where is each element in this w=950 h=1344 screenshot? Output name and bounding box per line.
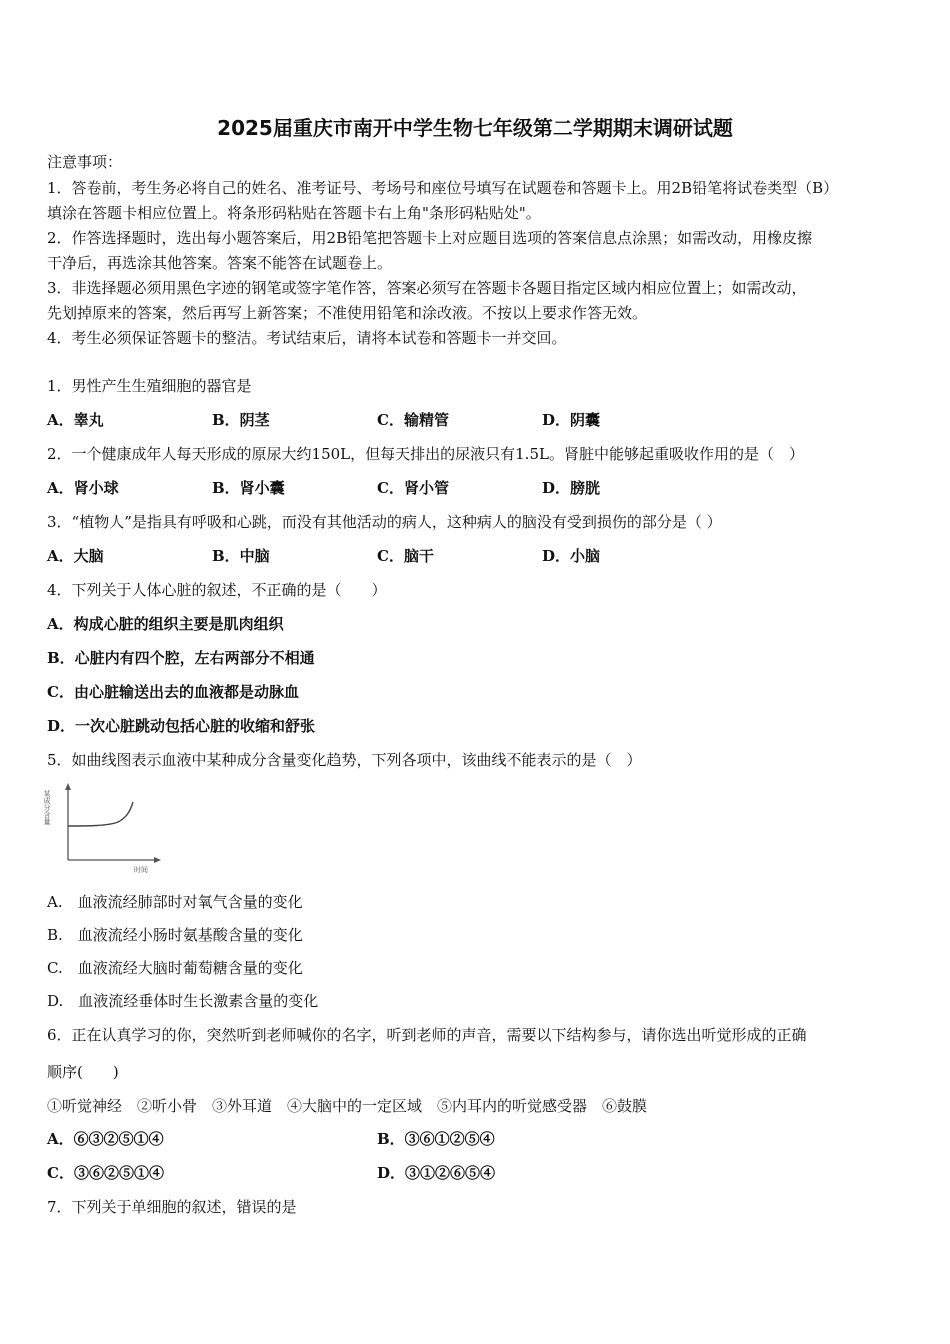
q2-option-b: B．肾小囊 (212, 479, 285, 497)
page-title: 2025届重庆市南开中学生物七年级第二学期期末调研试题 (217, 116, 733, 140)
q5-option-b: B. 血液流经小肠时氨基酸含量的变化 (47, 926, 303, 944)
question-6-items: ①听觉神经 ②听小骨 ③外耳道 ④大脑中的一定区域 ⑤内耳内的听觉感受器 ⑥鼓膜 (47, 1097, 648, 1115)
notice-line: 先划掉原来的答案，然后再写上新答案；不准使用铅笔和涂改液。不按以上要求作答无效。 (47, 304, 648, 322)
q6-option-d: D．③①②⑥⑤④ (377, 1164, 496, 1182)
notice-line: 1．答卷前，考生务必将自己的姓名、准考证号、考场号和座位号填写在试题卷和答题卡上。用2B铅笔将试卷类型（B） (47, 179, 839, 197)
question-3-stem: 3．“植物人”是指具有呼吸和心跳，而没有其他活动的病人，这种病人的脑没有受到损伤的部分是（ ） (47, 513, 722, 531)
q2-option-c: C．肾小管 (377, 479, 449, 497)
notice-line: 干净后，再选涂其他答案。答案不能答在试题卷上。 (47, 254, 393, 272)
q5-option-a: A. 血液流经肺部时对氧气含量的变化 (47, 893, 303, 911)
q5-option-d: D. 血液流经垂体时生长激素含量的变化 (47, 992, 319, 1010)
q2-option-d: D．膀胱 (542, 479, 601, 497)
q1-option-d: D．阴囊 (542, 411, 601, 429)
q6-option-b: B．③⑥①②⑤④ (377, 1130, 495, 1148)
q6-option-c: C．③⑥②⑤①④ (47, 1164, 164, 1182)
question-7-stem: 7．下列关于单细胞的叙述，错误的是 (47, 1198, 297, 1216)
q6-option-a: A．⑥③②⑤①④ (47, 1130, 164, 1148)
question-2-stem: 2．一个健康成年人每天形成的原尿大约150L，但每天排出的尿液只有1.5L。肾脏中能够起重吸收作用的是（ ） (47, 445, 804, 463)
y-axis-label: 某成分含量 (43, 790, 51, 825)
question-4-stem: 4．下列关于人体心脏的叙述，不正确的是（ ） (47, 581, 387, 599)
q5-option-c: C. 血液流经大脑时葡萄糖含量的变化 (47, 959, 303, 977)
x-axis-arrow (154, 857, 161, 863)
q2-option-a: A．肾小球 (47, 479, 119, 497)
q1-option-c: C．输精管 (377, 411, 449, 429)
question-6-stem-cont: 顺序( ) (47, 1063, 119, 1081)
y-axis-arrow (65, 783, 71, 790)
q3-option-b: B．中脑 (212, 547, 270, 565)
q4-option-b: B．心脏内有四个腔，左右两部分不相通 (47, 649, 315, 667)
notice-line: 2．作答选择题时，选出每小题答案后，用2B铅笔把答题卡上对应题目选项的答案信息点涂黑；如需改动，用橡皮擦 (47, 229, 813, 247)
question-5-stem: 5．如曲线图表示血液中某种成分含量变化趋势，下列各项中，该曲线不能表示的是（ ） (47, 751, 642, 769)
question-6-stem: 6．正在认真学习的你，突然听到老师喊你的名字，听到老师的声音，需要以下结构参与，请你选出听觉形成的正确 (47, 1026, 807, 1044)
trend-curve (68, 802, 133, 826)
q4-option-c: C．由心脏输送出去的血液都是动脉血 (47, 683, 299, 701)
q1-option-a: A．睾丸 (47, 411, 104, 429)
x-axis-label: 时间 (134, 866, 148, 874)
notice-line: 填涂在答题卡相应位置上。将条形码粘贴在答题卡右上角"条形码粘贴处"。 (47, 204, 541, 222)
notice-heading: 注意事项： (47, 153, 123, 171)
q3-option-d: D．小脑 (542, 547, 601, 565)
notice-line: 4．考生必须保证答题卡的整洁。考试结束后，请将本试卷和答题卡一并交回。 (47, 329, 567, 347)
q3-option-c: C．脑干 (377, 547, 434, 565)
q4-option-d: D．一次心脏跳动包括心脏的收缩和舒张 (47, 717, 316, 735)
q5-curve-graph (44, 780, 164, 876)
question-1-stem: 1．男性产生生殖细胞的器官是 (47, 377, 252, 395)
q3-option-a: A．大脑 (47, 547, 104, 565)
notice-line: 3．非选择题必须用黑色字迹的钢笔或签字笔作答，答案必须写在答题卡各题目指定区域内相应位置上；如需改动， (47, 279, 807, 297)
q4-option-a: A．构成心脏的组织主要是肌肉组织 (47, 615, 284, 633)
q1-option-b: B．阴茎 (212, 411, 270, 429)
